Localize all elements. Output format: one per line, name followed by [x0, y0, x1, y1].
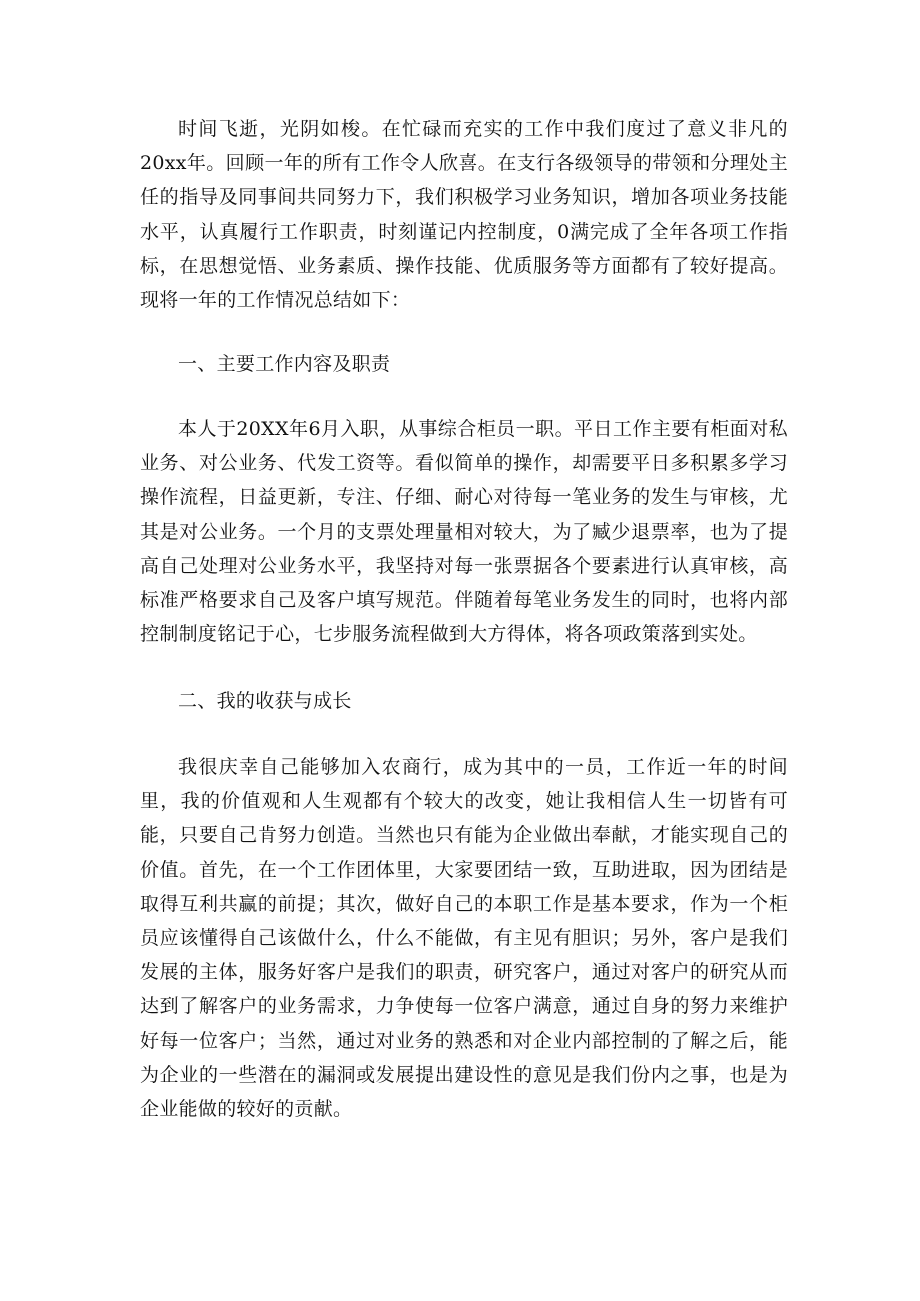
intro-paragraph: 时间飞逝，光阴如梭。在忙碌而充实的工作中我们度过了意义非凡的20xx年。回顾一年的所有工作令人欣喜。在支行各级领导的带领和分理处主任的指导及同事间共同努力下，我们积极学习业务知识，增加各项业务技能水平，认真履行工作职责，时刻谨记内控制度，0满完成了全年各项工作指标，在思想觉悟、业务素质、操作技能、优质服务等方面都有了较好提高。现将一年的工作情况总结如下： [140, 118, 788, 312]
section-heading-growth: 二、我的收获与成长 [178, 690, 352, 712]
growth-paragraph: 我很庆幸自己能够加入农商行，成为其中的一员，工作近一年的时间里，我的价值观和人生观都有个较大的改变，她让我相信人生一切皆有可能，只要自己肯努力创造。当然也只有能为企业做出奉献，才能实现自己的价值。首先，在一个工作团体里，大家要团结一致，互助进取，因为团结是取得互利共赢的前提；其次，做好自己的本职工作是基本要求，作为一个柜员应该懂得自己该做什么，什么不能做，有主见有胆识；另外，客户是我们发展的主体，服务好客户是我们的职责，研究客户，通过对客户的研究从而达到了解客户的业务需求，力争使每一位客户满意，通过自身的努力来维护好每一位客户；当然，通过对业务的熟悉和对企业内部控制的了解之后，能为企业的一些潜在的漏洞或发展提出建设性的意见是我们份内之事，也是为企业能做的较好的贡献。 [140, 756, 788, 1121]
main-work-paragraph: 本人于20XX年6月入职，从事综合柜员一职。平日工作主要有柜面对私业务、对公业务、代发工资等。看似简单的操作，却需要平日多积累多学习操作流程，日益更新，专注、仔细、耐心对待每一笔业务的发生与审核，尤其是对公业务。一个月的支票处理量相对较大，为了臧少退票率，也为了提高自己处理对公业务水平，我坚持对每一张票据各个要素进行认真审核，高标准严格要求自己及客户填写规范。伴随着每笔业务发生的同时，也将内部控制制度铭记于心，七步服务流程做到大方得体，将各项政策落到实处。 [140, 418, 788, 646]
section-heading-main-work: 一、主要工作内容及职责 [178, 353, 391, 375]
